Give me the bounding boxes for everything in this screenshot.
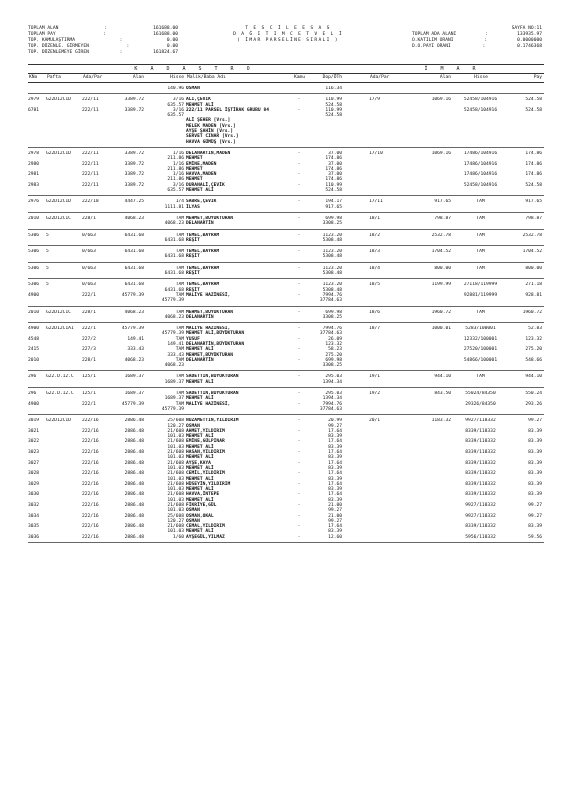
cell-alan: 45779.39 149.41 333.43 4068.23	[121, 326, 144, 363]
total-field: 161688.00	[153, 26, 178, 31]
cell-pay: 1704.52	[522, 249, 542, 255]
cell-kno: 5306	[28, 232, 40, 238]
cell-ihisse: TAM	[476, 199, 485, 205]
cell-ihisse: TAM	[476, 215, 485, 221]
cell-alan: 6431.68	[124, 249, 144, 255]
summary-field: 0.0000000	[517, 38, 542, 43]
cell-iadapar: 18/6	[369, 309, 381, 315]
spacer	[344, 326, 369, 368]
total-line	[28, 50, 178, 56]
table-row	[28, 323, 544, 371]
cell-kamu: -	[297, 199, 301, 205]
cell-malik: SABRE,ÇEVİK İLYAS	[186, 199, 217, 210]
cell-iadapar: 17/11	[369, 199, 383, 205]
cell-ialan: 1183.32	[431, 418, 451, 424]
spacer	[344, 374, 369, 385]
total-field: :	[102, 32, 106, 37]
area-summary-block	[412, 26, 542, 50]
cell-dop: 194.17 917.65	[325, 199, 342, 210]
cell-ihisse	[453, 86, 508, 91]
column-header: Ada/Par	[83, 75, 103, 80]
cell-hisse: TAM 6431.68	[164, 265, 184, 277]
cell-pafta: G22D12C1D	[46, 150, 71, 156]
cell-ialan: 798.87	[434, 215, 451, 221]
spacer	[344, 266, 369, 277]
table-row	[28, 83, 544, 94]
cell-pafta: G22.D.12.C	[46, 391, 74, 397]
spacer	[344, 249, 369, 260]
cell-adapar: 125/1	[82, 374, 96, 380]
cell-adapar: 0/663	[82, 249, 96, 255]
cell-hisse: TAM 1689.37 TAM 45779.39	[161, 391, 184, 412]
summary-field: :	[483, 38, 487, 43]
cell-pafta	[46, 86, 82, 91]
cell-alan: 4068.23	[124, 309, 144, 315]
table-row	[28, 307, 544, 324]
cell-iadapar	[369, 86, 407, 91]
cell-pay: 550.24 293.26	[525, 391, 542, 407]
cell-alan: 4447.25	[124, 199, 144, 205]
cell-pafta: G22D12C1D	[46, 97, 71, 103]
cell-iadapar: 18/7	[369, 326, 381, 332]
cell-hisse: TAM 6431.68	[164, 232, 184, 243]
cell-pay: 798.87	[525, 215, 542, 221]
column-header: Hisse	[474, 75, 488, 80]
cell-ihisse: TAM	[476, 265, 485, 271]
cell-ihisse: TAM	[476, 232, 485, 238]
document-page	[28, 26, 544, 543]
column-headers	[28, 74, 544, 82]
cell-adapar: 222/11 222/11 222/11 222/11	[82, 150, 99, 188]
total-field: TOP. KAMULAŞTIRMA	[28, 38, 76, 43]
cell-pafta: G22D12C1C	[46, 309, 71, 315]
cell-alan: 1689.37	[124, 374, 144, 380]
table-row	[28, 148, 544, 196]
cell-dop: 295.03 1394.34	[322, 374, 342, 385]
totals-block	[28, 26, 178, 56]
cell-kamu: - - - -	[297, 326, 301, 363]
cell-malik: DELANARTİN,MADEN MEHMET EMİNE,MADEN MEHMET HAVVA,MADEN MEHMET DURANALİ,ÇEVİK MEHMET ALİ	[186, 150, 231, 194]
cell-dop: 699.98 3308.25	[322, 309, 342, 320]
cell-iadapar: 18/4	[369, 265, 381, 271]
report-title	[208, 26, 368, 44]
cell-kamu: - -	[297, 391, 301, 407]
summary-field: TOPLAM ADA ALANI	[412, 32, 457, 37]
cell-adapar: 222/16 222/16 222/16 222/16 222/16 222/16 222/16 222/16 222/16 222/16 222/16 222/16	[82, 418, 99, 540]
total-field: :	[104, 26, 108, 31]
total-field: TOP. DÜZENLEMEYE GİREN	[28, 50, 89, 55]
cell-kamu: -	[297, 374, 301, 380]
cell-pafta: G22D12C1D	[46, 418, 71, 424]
cell-ihisse: 52458/104916 52458/104916	[463, 97, 498, 113]
summary-field: 133935.97	[517, 32, 542, 37]
cell-iadapar: 18/3	[369, 249, 381, 255]
cell-kno	[28, 86, 46, 91]
cell-ialan: 1000.01	[431, 326, 451, 332]
cell-kamu: -	[297, 215, 301, 221]
cell-kno: 2010	[28, 215, 40, 221]
column-header: KNo	[29, 75, 38, 80]
cell-kno: 5306 4900	[28, 282, 40, 298]
cell-hisse: TAM 4068.23	[164, 309, 184, 320]
summary-field: :	[482, 44, 486, 49]
cell-ialan: 1069.16	[431, 97, 451, 103]
cell-ihisse: TAM	[476, 374, 485, 380]
cell-dop: 1123.20 5308.48	[322, 249, 342, 260]
cell-kamu: -	[297, 265, 301, 271]
cell-adapar: 0/663	[82, 232, 96, 238]
cell-pafta: G22.D.12.C	[46, 374, 74, 380]
column-header: Pafta	[47, 75, 61, 80]
total-field: :	[126, 44, 130, 49]
cell-kno: 2979 6781	[28, 97, 40, 113]
cell-ialan: 1069.16	[431, 150, 451, 156]
cell-ialan: 1199.99	[431, 282, 451, 288]
cell-hisse: 1/4 1111.81	[164, 199, 184, 210]
table-row	[28, 213, 544, 230]
summary-field: SAYFA NO:11	[511, 26, 542, 31]
cell-ialan: 944.10	[434, 374, 451, 380]
spacer	[344, 97, 369, 145]
cell-adapar	[82, 86, 111, 91]
cell-ialan: 800.00	[434, 265, 451, 271]
total-field: :	[119, 50, 123, 55]
cell-kno: 4900 4548 2415 2010	[28, 326, 40, 363]
cell-iadapar: 18/2	[369, 232, 381, 238]
column-header: Dop/ÖTh	[322, 75, 342, 80]
table-row	[28, 263, 544, 280]
cell-pay: 800.00	[525, 265, 542, 271]
cell-kno: 5306	[28, 265, 40, 271]
cell-malik: MEHMET,BÜYÜKTURAN DELANARTİN	[186, 309, 234, 320]
column-header: Ada/Par	[370, 75, 390, 80]
cell-alan: 6431.68 45779.39	[121, 282, 144, 298]
cell-alan: 3389.72 3389.72	[124, 97, 144, 113]
cell-hisse: 3/16 635.57 3/16 635.57	[167, 97, 184, 119]
cell-dop: 1123.20 5308.48 7994.76 37784.63	[319, 282, 342, 304]
cell-hisse: 25/608 120.27 21/608 101.03 21/608 101.03 21/608 101.03 21/608 101.03 21/608 101.03 21/608 101.03 21/608 101.03 21/608 101.03 25/608 120.27 21/608 101.03 1/60	[167, 418, 184, 540]
cell-iadapar: 19/2	[369, 391, 381, 397]
cell-iadapar: 20/1	[369, 418, 381, 424]
table-row	[28, 415, 544, 543]
cell-kno: 2976	[28, 199, 40, 205]
cell-adapar: 222/10	[82, 199, 99, 205]
cell-dop: 699.98 3308.25	[322, 215, 342, 227]
cell-iadapar: 19/1	[369, 374, 381, 380]
cell-hisse: TAM 4068.23	[164, 215, 184, 227]
cell-malik: TEMEL,BAYRAM REŞİT	[186, 265, 220, 277]
cell-malik: SADETTİN,BÜYÜKTURAN MEHMET ALİ MALİYE HAZİNESİ,	[186, 391, 239, 407]
cell-pafta: 5	[46, 232, 49, 238]
column-header: Hisse	[170, 75, 184, 80]
cell-adapar: 0/663 222/1	[82, 282, 96, 298]
cell-pay: 917.65	[525, 199, 542, 205]
cell-pafta: G22D12C1A1	[46, 326, 74, 332]
column-header: Alan	[439, 75, 451, 80]
cell-pay: 52.83 123.32 275.20 548.66	[525, 326, 542, 363]
cell-dop: 7994.76 37784.63 26.09 123.32 58.23 275.20 699.98 3308.25	[319, 326, 342, 369]
cell-kno: 296	[28, 374, 37, 380]
cell-pay: 99.27 83.39 83.39 83.39 83.39 83.39 83.39 83.39 99.27 99.27 83.39 59.56	[528, 418, 542, 540]
total-field: 0.00	[166, 38, 178, 43]
cell-alan: 6431.68	[124, 232, 144, 238]
cell-kno: 296 4900	[28, 391, 40, 407]
title-line-2: D A Ğ I T I M C E T V E L İ	[233, 32, 343, 37]
spacer	[344, 216, 369, 227]
cell-ialan: 1704.52	[431, 249, 451, 255]
cell-pafta: 5	[46, 282, 49, 288]
kadastro-header: K A D A S T R O	[134, 66, 255, 72]
column-header: Malik/Baba Adı	[187, 75, 226, 80]
cell-ihisse: 55024/84350 29326/84350	[465, 391, 496, 407]
cell-alan: 4068.23	[124, 215, 144, 221]
cell-adapar: 0/663	[82, 265, 96, 271]
spacer	[344, 233, 369, 244]
cell-dop: 116.34	[325, 86, 342, 91]
cell-malik: ALİ,ÇEVİK MEHMET ALİ 222/11 PARSEL İŞTİRAK GRUBU 84 ALİ ŞEHER [Vrs.] MELEK MADEN [Vrs.] AYŞE ŞAHİN [Vrs.] SERVET CINAR [Vrs.] HAVVA GÜMÜŞ [Vrs.]	[186, 97, 269, 145]
cell-kno: 3019 3021 3022 3023 3027 3028 3029 3030 3032 3034 3035 3036	[28, 418, 40, 540]
cell-alan: 2886.48 2886.48 2886.48 2886.48 2886.48 2886.48 2886.48 2886.48 2886.48 2886.48 2886.48 2886.48	[124, 418, 144, 540]
column-header: Kamu	[293, 75, 306, 80]
cell-iadapar: 17/10	[369, 150, 383, 156]
cell-ialan: 1960.72	[431, 309, 451, 315]
total-field: :	[119, 38, 123, 43]
total-field: TOP. DÜZENLE. GİRMEYEN	[28, 44, 89, 49]
cell-ihisse: 27118/119999 92881/119999	[463, 282, 498, 298]
cell-malik: MALİYE HAZİNESİ, MEHMET ALİ,BÜYÜKTURAN YUSUF DELANARTİN,BÜYÜKTURAN MEHMET ALİ MEHMET,BÜYÜKTURAN DELANARTİN	[186, 326, 245, 363]
report-header	[28, 26, 544, 64]
cell-pay: 174.86 174.86 174.86 524.58	[525, 150, 542, 188]
cell-kamu: -	[297, 232, 301, 238]
table-row	[28, 371, 544, 388]
cell-malik: SADETTİN,BÜYÜKTURAN MEHMET ALİ	[186, 374, 239, 385]
section-headers	[28, 65, 544, 73]
cell-ialan: 843.50	[434, 391, 451, 397]
table-row	[28, 230, 544, 247]
summary-line	[412, 44, 542, 50]
cell-dop: 1123.20 5308.48	[322, 232, 342, 243]
cell-pafta: 5	[46, 249, 49, 255]
table-row	[28, 94, 544, 148]
spacer	[344, 74, 369, 82]
cell-dop: 1123.20 5308.48	[322, 265, 342, 277]
summary-field: O.KATILIM ORANI	[412, 38, 454, 43]
title-line-1: T E S C İ L E E S A S	[245, 26, 331, 31]
title-line-3: ( İMAR PARSELİNE SIRALI )	[237, 38, 339, 43]
cell-kno: 5306	[28, 249, 40, 255]
table-row	[28, 279, 544, 306]
cell-kno: 2978 2980 2981 2983	[28, 150, 40, 188]
cell-ihisse: 17486/104916 17486/104916 17486/104916 52458/104916	[463, 150, 498, 188]
cell-kamu	[284, 86, 314, 91]
cell-ialan	[407, 86, 453, 91]
spacer	[344, 86, 369, 91]
cell-alan: 3389.72 3389.72 3389.72 3389.72	[124, 150, 144, 188]
cell-pay	[508, 86, 544, 91]
total-field: TOPLAM PAY	[28, 32, 56, 37]
cell-pafta: G22D12C1D	[46, 199, 71, 205]
imar-header: İ M A R	[424, 66, 481, 72]
cell-kamu: -	[297, 309, 301, 315]
cell-malik: MEHMET,BÜYÜKTURAN DELANARTİN	[186, 215, 234, 227]
spacer	[344, 418, 369, 540]
cell-kamu: - - - - - - - - - - - -	[297, 418, 301, 540]
cell-ihisse: 9927/118332 8339/118332 8339/118332 8339/118332 8339/118332 8339/118332 8339/118332 8339/118332 9927/118332 9927/118332 8339/118332 5956/118332	[465, 418, 496, 540]
summary-field: D.O.PAYI ORANI	[412, 44, 451, 49]
distribution-table	[28, 83, 544, 543]
cell-hisse: TAM 1689.37	[164, 374, 184, 385]
cell-iadapar: 17/9	[369, 97, 381, 103]
column-header: Alan	[132, 75, 144, 80]
cell-iadapar: 18/1	[369, 215, 381, 221]
cell-malik: TEMEL,BAYRAM REŞİT MALİYE HAZİNESİ,	[186, 282, 231, 298]
cell-malik: TEMEL,BAYRAM REŞİT	[186, 249, 220, 260]
cell-hisse: TAM 6431.68	[164, 249, 184, 260]
cell-adapar: 222/1 227/2 227/3 228/1	[82, 326, 96, 363]
cell-hisse: 1/16 211.86 1/16 211.86 1/16 211.86 3/16 635.57	[167, 150, 184, 194]
table-row	[28, 246, 544, 263]
cell-adapar: 125/1 222/1	[82, 391, 96, 407]
cell-dop: 295.03 1394.34 7994.76 37784.63	[319, 391, 342, 412]
cell-dop: 37.00 174.86 37.00 174.86 37.00 174.86 110.99 524.58	[325, 150, 342, 194]
cell-pay: 2532.78	[522, 232, 542, 238]
cell-adapar: 228/1	[82, 215, 96, 221]
cell-kamu: -	[297, 249, 301, 255]
total-field: 0.00	[166, 44, 178, 49]
summary-field: 0.1746368	[517, 44, 542, 49]
column-header: Pay	[533, 75, 542, 80]
table-row	[28, 388, 544, 415]
cell-kno: 2010	[28, 309, 40, 315]
cell-pay: 1960.72	[522, 309, 542, 315]
summary-field: :	[485, 32, 489, 37]
cell-alan: 6431.68	[124, 265, 144, 271]
cell-ihisse: 5283/100001 12332/100001 27520/100001 54866/100001	[463, 326, 498, 363]
total-field: 161688.00	[153, 32, 178, 37]
spacer	[344, 310, 369, 321]
cell-pay: 271.18 928.81	[525, 282, 542, 298]
cell-adapar: 228/1	[82, 309, 96, 315]
cell-alan: 1689.37 45779.39	[121, 391, 144, 407]
spacer	[344, 282, 369, 303]
total-field: 161824.67	[153, 50, 178, 55]
spacer	[344, 199, 369, 210]
cell-iadapar: 18/5	[369, 282, 381, 288]
cell-kamu: - - - -	[297, 150, 301, 188]
cell-dop: 20.99 99.27 17.64 83.39 17.64 83.39 17.64 83.39 17.64 83.39 17.64 83.39 17.64 83.39 17.64 83.39 21.00 99.27 21.00 99.27 17.64 83.39 12.60	[328, 418, 342, 540]
spacer	[344, 391, 369, 412]
cell-malik: OSMAN	[186, 86, 200, 91]
cell-hisse: 140.96	[167, 86, 184, 91]
cell-kamu: - -	[297, 97, 301, 113]
cell-alan	[111, 86, 146, 91]
cell-ialan: 917.65	[434, 199, 451, 205]
cell-hisse: TAM 6431.68 TAM 45779.39	[161, 282, 184, 304]
cell-pay: 524.58 524.58	[525, 97, 542, 113]
cell-ialan: 2532.78	[431, 232, 451, 238]
cell-pafta: 5	[46, 265, 49, 271]
cell-adapar: 222/11 222/11	[82, 97, 99, 113]
total-field: TOPLAM ALAN	[28, 26, 59, 31]
cell-pafta: G22D12C1C	[46, 215, 71, 221]
cell-malik: TEMEL,BAYRAM REŞİT	[186, 232, 220, 243]
cell-kamu: - -	[297, 282, 301, 298]
cell-dop: 110.99 524.58 110.99 524.58	[325, 97, 342, 119]
spacer	[344, 151, 369, 193]
cell-hisse: TAM 45779.39 TAM 149.41 TAM 333.43 TAM 4068.23	[161, 326, 184, 369]
table-row	[28, 196, 544, 213]
cell-pay: 944.10	[525, 374, 542, 380]
cell-malik: NÜZAMETTİN,YILDIRIM OSMAN AHMET,YILDIRIM MEHMET ALİ EMİNE,GÜLPINAR MEHMET ALİ HASAN,YILDIRIM MEHMET ALİ AYŞE,KAYA MEHMET ALİ CEMİL,YILDIRIM MEHMET ALİ HÜSEYİN,YILDIRIM MEHMET ALİ HAVVA,İNTEPE MEHMET ALİ FİKRİYE,GÜL OSMAN OSMAN,OKAL OSMAN CEMAL,YILDIRIM MEHMET ALİ AYŞEGÜL,YILMAZ	[186, 418, 239, 540]
cell-ihisse: TAM	[476, 249, 485, 255]
cell-ihisse: TAM	[476, 309, 485, 315]
